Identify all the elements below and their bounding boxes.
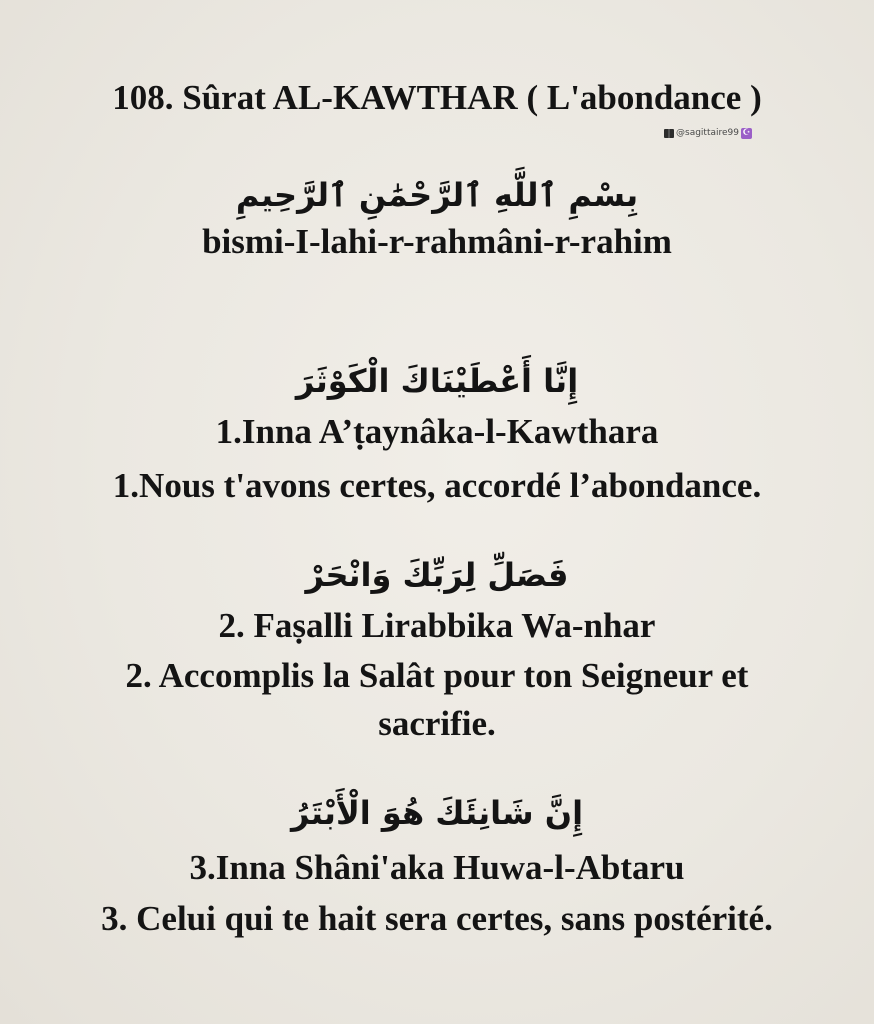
surah-title: 108. Sûrat AL-KAWTHAR ( L'abondance ) (112, 78, 762, 117)
verse-1-translation: 1.Nous t'avons certes, accordé l’abondance. (112, 466, 762, 505)
verse-2-transliteration: 2. Faṣalli Lirabbika Wa-nhar (218, 606, 656, 645)
watermark (664, 126, 752, 140)
watermark-handle: @sagittaire99 (676, 128, 739, 138)
verse-1-transliteration: 1.Inna A’ṭaynâka-l-Kawthara (215, 412, 659, 451)
book-icon (664, 129, 674, 138)
verse-2-translation-line-1: 2. Accomplis la Salât pour ton Seigneur et (125, 656, 749, 695)
verse-2-translation-line-2: sacrifie. (378, 704, 496, 743)
verse-1-arabic: إِنَّا أَعْطَيْنَاكَ الْكَوْثَرَ (295, 362, 579, 400)
verse-3-transliteration: 3.Inna Shâni'aka Huwa-l-Abtaru (189, 848, 685, 887)
verse-2-arabic: فَصَلِّ لِرَبِّكَ وَانْحَرْ (305, 556, 569, 594)
basmala-transliteration: bismi-I-lahi-r-rahmâni-r-rahim (202, 222, 672, 261)
verse-3-arabic: إِنَّ شَانِئَكَ هُوَ الْأَبْتَرُ (290, 794, 584, 832)
basmala-arabic: بِسْمِ ٱللَّهِ ٱلرَّحْمَٰنِ ٱلرَّحِيمِ (235, 176, 639, 214)
verse-3-translation: 3. Celui qui te hait sera certes, sans postérité. (101, 899, 773, 938)
crescent-moon-icon: ☪ (742, 127, 751, 138)
